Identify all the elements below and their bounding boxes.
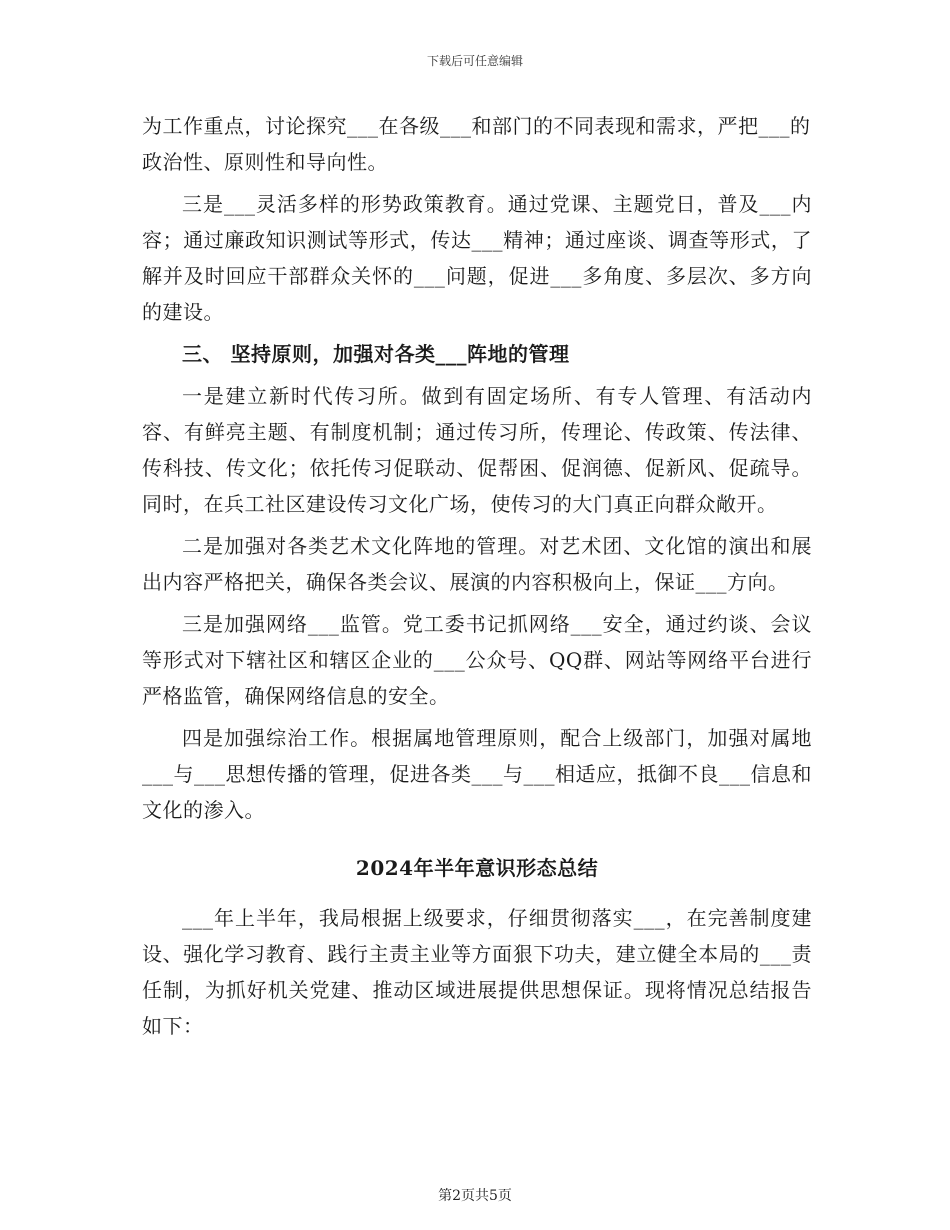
page-number: 第2页共5页 — [438, 1188, 512, 1204]
paragraph-policy-education: 三是___灵活多样的形势政策教育。通过党课、主题党日，普及___内容；通过廉政知识测试等形式，传达___精神；通过座谈、调查等形式，了解并及时回应干部群众关怀的___问题，促进___多角度、多层次、多方向的建设。 — [142, 192, 812, 324]
paragraph-summary-intro: ___年上半年，我局根据上级要求，仔细贯彻落实___，在完善制度建设、强化学习教育、践行主责主业等方面狠下功夫，建立健全本局的___责任制，为抓好机关党建、推动区域进展提供思想保证。现将情况总结报告如下： — [142, 906, 812, 1038]
document-title: 2024年半年意识形态总结 — [355, 856, 599, 880]
document-body — [142, 108, 812, 1050]
paragraph-learning-station: 一是建立新时代传习所。做到有固定场所、有专人管理、有活动内容、有鲜亮主题、有制度机制；通过传习所，传理论、传政策、传法律、传科技、传文化；依托传习促联动、促帮困、促润德、促新风、促疏导。同时，在兵工社区建设传习文化广场，使传习的大门真正向群众敞开。 — [142, 384, 812, 516]
paragraph-art-culture: 二是加强对各类艺术文化阵地的管理。对艺术团、文化馆的演出和展出内容严格把关，确保各类会议、展演的内容积极向上，保证___方向。 — [142, 534, 812, 594]
paragraph-comprehensive-governance: 四是加强综治工作。根据属地管理原则，配合上级部门，加强对属地___与___思想传播的管理，促进各类___与___相适应，抵御不良___信息和文化的渗入。 — [142, 726, 812, 822]
paragraph-continuation: 为工作重点，讨论探究___在各级___和部门的不同表现和需求，严把___的政治性、原则性和导向性。 — [142, 114, 811, 174]
paragraph-network-supervision: 三是加强网络___监管。党工委书记抓网络___安全，通过约谈、会议等形式对下辖社区和辖区企业的___公众号、QQ群、网站等网络平台进行严格监管，确保网络信息的安全。 — [142, 612, 812, 708]
section-heading-three: 三、 坚持原则，加强对各类___阵地的管理 — [182, 342, 570, 366]
page-header-note: 下载后可任意编辑 — [426, 54, 523, 68]
